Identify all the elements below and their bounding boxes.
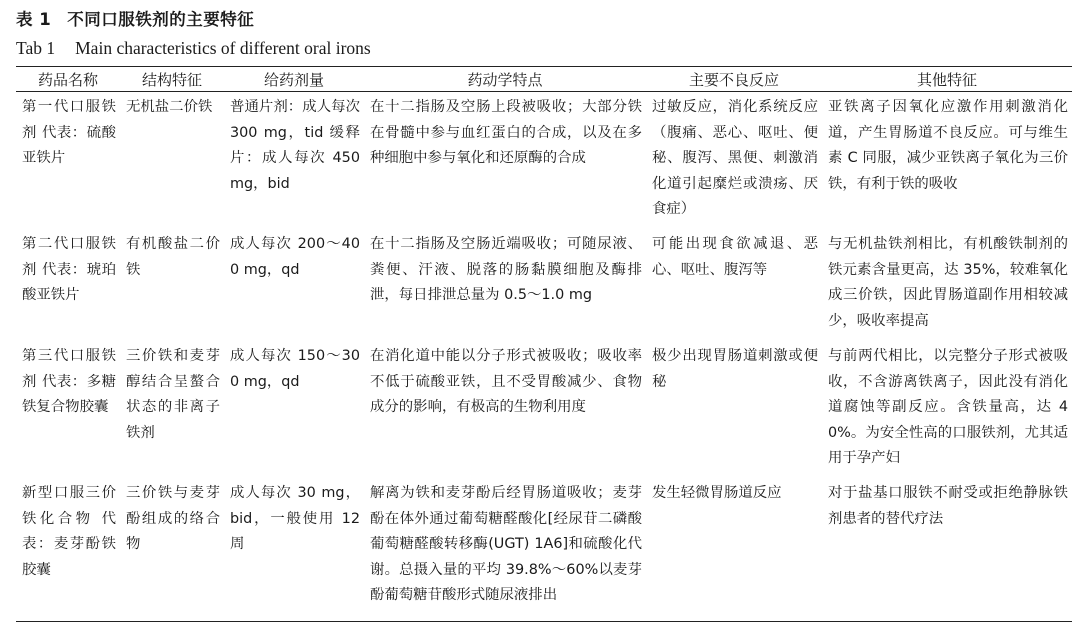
table-row (16, 341, 1072, 478)
table-number-en: Tab 1 (16, 38, 56, 58)
table-row (16, 229, 1072, 341)
cell-pharmacokinetics: 解离为铁和麦芽酚后经胃肠道吸收；麦芽酚在体外通过葡萄糖醛酸化[经尿苷二磷酸葡萄糖醛酸转移酶(UGT) 1A6]和硫酸化代谢。总摄入量的平均 39.8%～60%以麦芽酚葡萄糖苷酸形式随尿液排出 (364, 478, 646, 622)
cell-structure: 无机盐二价铁 (126, 99, 213, 115)
cell-dosage: 普通片剂：成人每次 300 mg，tid 缓释片：成人每次 450 mg，bid (230, 99, 360, 192)
cell-drug-name: 第三代口服铁剂 代表：多糖铁复合物胶囊 (22, 347, 116, 416)
table-row (16, 92, 1072, 229)
cell-pharmacokinetics: 在十二指肠及空肠近端吸收；可随尿液、粪便、汗液、脱落的肠黏膜细胞及酶排泄，每日排泄总量为 0.5～1.0 mg (370, 235, 642, 304)
table-row (16, 478, 1072, 622)
cell-other-features: 对于盐基口服铁不耐受或拒绝静脉铁剂患者的替代疗法 (822, 478, 1072, 622)
cell-other-features: 与无机盐铁剂相比，有机酸铁制剂的铁元素含量更高，达 35%，较难氧化成三价铁，因此胃肠道副作用相较减少，吸收率提高 (828, 235, 1068, 329)
cell-adverse-reactions: 极少出现胃肠道刺激或便秘 (652, 347, 818, 390)
cell-adverse-reactions: 过敏反应，消化系统反应（腹痛、恶心、呕吐、便秘、腹泻、黑便、刺激消化道引起糜烂或溃疡、厌食症） (652, 99, 818, 218)
cell-dosage: 成人每次 200～400 mg，qd (230, 235, 360, 278)
cell-dosage: 成人每次 150～300 mg，qd (230, 347, 360, 390)
table-title-cn: 不同口服铁剂的主要特征 (67, 10, 255, 29)
header-other-features: 其他特征 (822, 67, 1072, 92)
cell-drug-name: 新型口服三价铁化合物 代表：麦芽酚铁胶囊 (16, 478, 120, 622)
header-drug-name: 药品名称 (16, 67, 120, 92)
cell-pharmacokinetics: 在十二指肠及空肠上段被吸收；大部分铁在骨髓中参与血红蛋白的合成，以及在多种细胞中参与氧化和还原酶的合成 (370, 99, 642, 167)
table-title-en: Main characteristics of different oral irons (75, 38, 371, 58)
header-dosage: 给药剂量 (224, 67, 364, 92)
cell-structure: 三价铁和麦芽醇结合呈螯合状态的非离子铁剂 (126, 347, 220, 441)
table-header-row (16, 67, 1072, 92)
cell-structure: 有机酸盐二价铁 (126, 235, 220, 278)
oral-iron-table (16, 66, 1072, 622)
table-caption-en (16, 38, 371, 59)
cell-other-features: 与前两代相比，以完整分子形式被吸收，不含游离铁离子，因此没有消化道腐蚀等副反应。含铁量高，达 40%。为安全性高的口服铁剂，尤其适用于孕产妇 (828, 347, 1068, 467)
cell-other-features: 亚铁离子因氧化应激作用刺激消化道，产生胃肠道不良反应。可与维生素 C 同服，减少亚铁离子氧化为三价铁，有利于铁的吸收 (828, 99, 1068, 192)
header-structure: 结构特征 (120, 67, 224, 92)
cell-dosage: 成人每次 30 mg，bid，一般使用 12 周 (224, 478, 364, 622)
table-number-cn: 表 1 (16, 10, 52, 29)
header-pharmacokinetics: 药动学特点 (364, 67, 646, 92)
cell-drug-name: 第二代口服铁剂 代表：琥珀酸亚铁片 (22, 235, 116, 304)
cell-drug-name: 第一代口服铁剂 代表：硫酸亚铁片 (22, 99, 116, 167)
cell-adverse-reactions: 发生轻微胃肠道反应 (646, 478, 822, 622)
header-adverse-reactions: 主要不良反应 (646, 67, 822, 92)
table-caption-cn (16, 6, 254, 30)
cell-pharmacokinetics: 在消化道中能以分子形式被吸收；吸收率不低于硫酸亚铁，且不受胃酸减少、食物成分的影响，有极高的生物利用度 (370, 347, 642, 416)
cell-structure: 三价铁与麦芽酚组成的络合物 (120, 478, 224, 622)
cell-adverse-reactions: 可能出现食欲减退、恶心、呕吐、腹泻等 (652, 235, 818, 278)
